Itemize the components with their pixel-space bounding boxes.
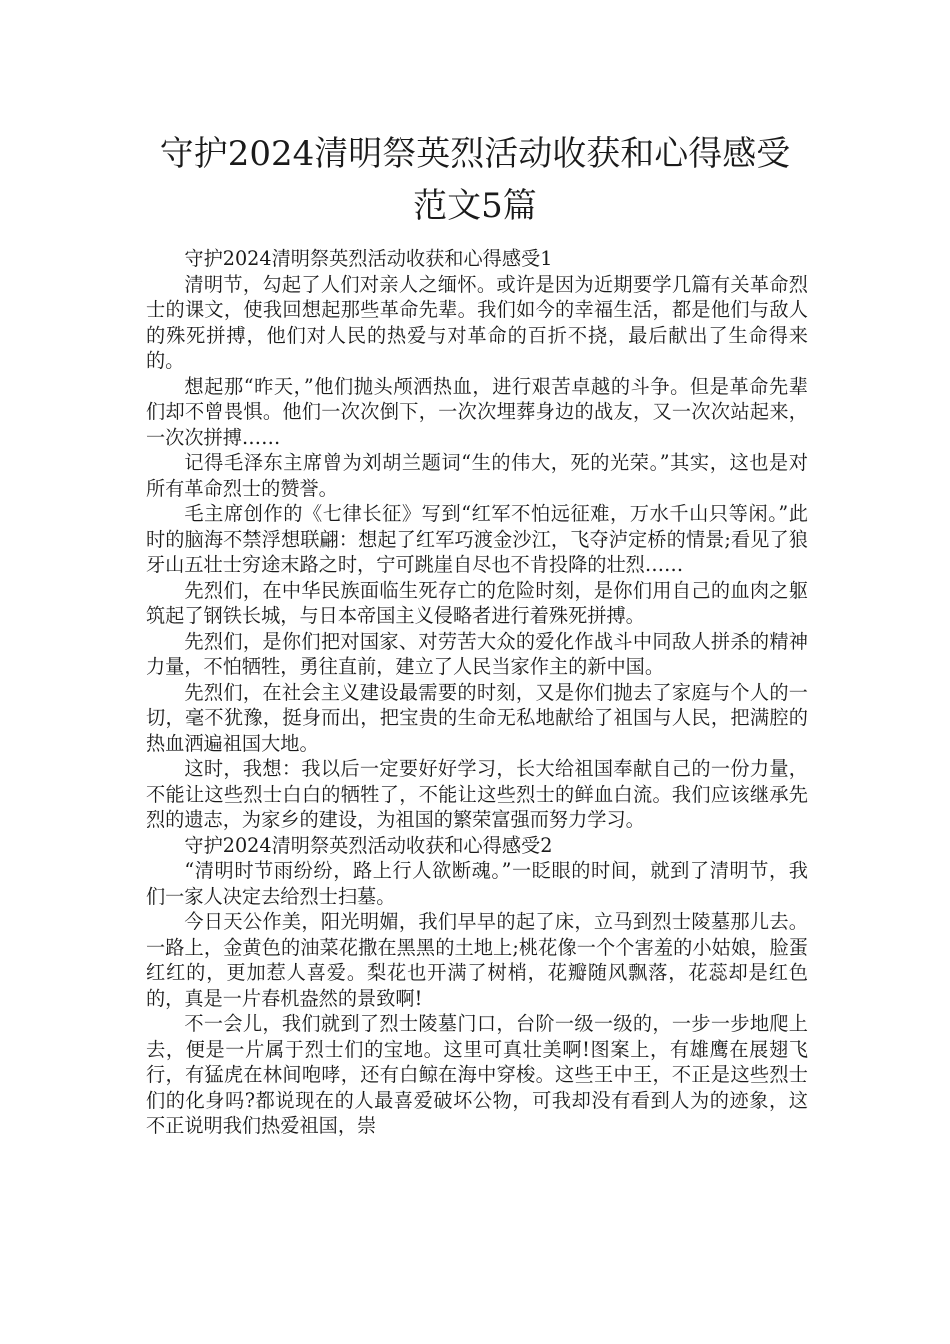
paragraph: 记得毛泽东主席曾为刘胡兰题词“生的伟大，死的光荣。”其实，这也是对所有革命烈士的赞誉。 [146,451,808,500]
title-line-2: 范文5篇 [413,186,537,226]
paragraph: 清明节，勾起了人们对亲人之缅怀。或许是因为近期要学几篇有关革命烈士的课文，使我回想起那些革命先辈。我们如今的幸福生活，都是他们与敌人的殊死拼搏，他们对人民的热爱与对革命的百折不挠，最后献出了生命得来的。 [146,272,808,372]
paragraph: 先烈们，在社会主义建设最需要的时刻，又是你们抛去了家庭与个人的一切，毫不犹豫，挺身而出，把宝贵的生命无私地献给了祖国与人民，把满腔的热血洒遍祖国大地。 [146,680,808,755]
document-title [100,128,850,232]
section-heading-1: 守护2024清明祭英烈活动收获和心得感受1 [184,247,553,270]
paragraph: 先烈们，在中华民族面临生死存亡的危险时刻，是你们用自己的血肉之躯筑起了钢铁长城，与日本帝国主义侵略者进行着殊死拼搏。 [146,578,808,627]
paragraph: “清明时节雨纷纷，路上行人欲断魂。”一眨眼的时间，就到了清明节，我们一家人决定去给烈士扫墓。 [146,859,808,908]
paragraph: 今日天公作美，阳光明媚，我们早早的起了床，立马到烈士陵墓那儿去。一路上，金黄色的油菜花撒在黑黑的土地上;桃花像一个个害羞的小姑娘，脸蛋红红的，更加惹人喜爱。梨花也开满了树梢，花瓣随风飘落，花蕊却是红色的，真是一片春机盎然的景致啊! [146,910,808,1010]
document-body [146,246,808,1139]
paragraph: 不一会儿，我们就到了烈士陵墓门口，台阶一级一级的，一步一步地爬上去，便是一片属于烈士们的宝地。这里可真壮美啊!图案上，有雄鹰在展翅飞行，有猛虎在林间咆哮，还有白鲸在海中穿梭。这些王中王，不正是这些烈士们的化身吗?都说现在的人最喜爱破坏公物，可我却没有看到人为的迹象，这不正说明我们热爱祖国，崇 [146,1012,808,1137]
paragraph: 先烈们，是你们把对国家、对劳苦大众的爱化作战斗中同敌人拼杀的精神力量，不怕牺牲，勇往直前，建立了人民当家作主的新中国。 [146,629,808,678]
paragraph: 毛主席创作的《七律长征》写到“红军不怕远征难，万水千山只等闲。”此时的脑海不禁浮想联翩：想起了红军巧渡金沙江，飞夺泸定桥的情景;看见了狼牙山五壮士穷途末路之时，宁可跳崖自尽也不肯投降的壮烈…… [146,502,808,576]
paragraph: 这时，我想：我以后一定要好好学习，长大给祖国奉献自己的一份力量，不能让这些烈士白白的牺牲了，不能让这些烈士的鲜血白流。我们应该继承先烈的遗志，为家乡的建设，为祖国的繁荣富强而努力学习。 [146,757,808,831]
title-line-1: 守护2024清明祭英烈活动收获和心得感受 [159,134,791,174]
section-heading-2: 守护2024清明祭英烈活动收获和心得感受2 [184,833,553,857]
paragraph: 想起那“昨天，”他们抛头颅洒热血，进行艰苦卓越的斗争。但是革命先辈们却不曾畏惧。他们一次次倒下，一次次埋葬身边的战友，又一次次站起来，一次次拼搏…… [146,374,808,449]
